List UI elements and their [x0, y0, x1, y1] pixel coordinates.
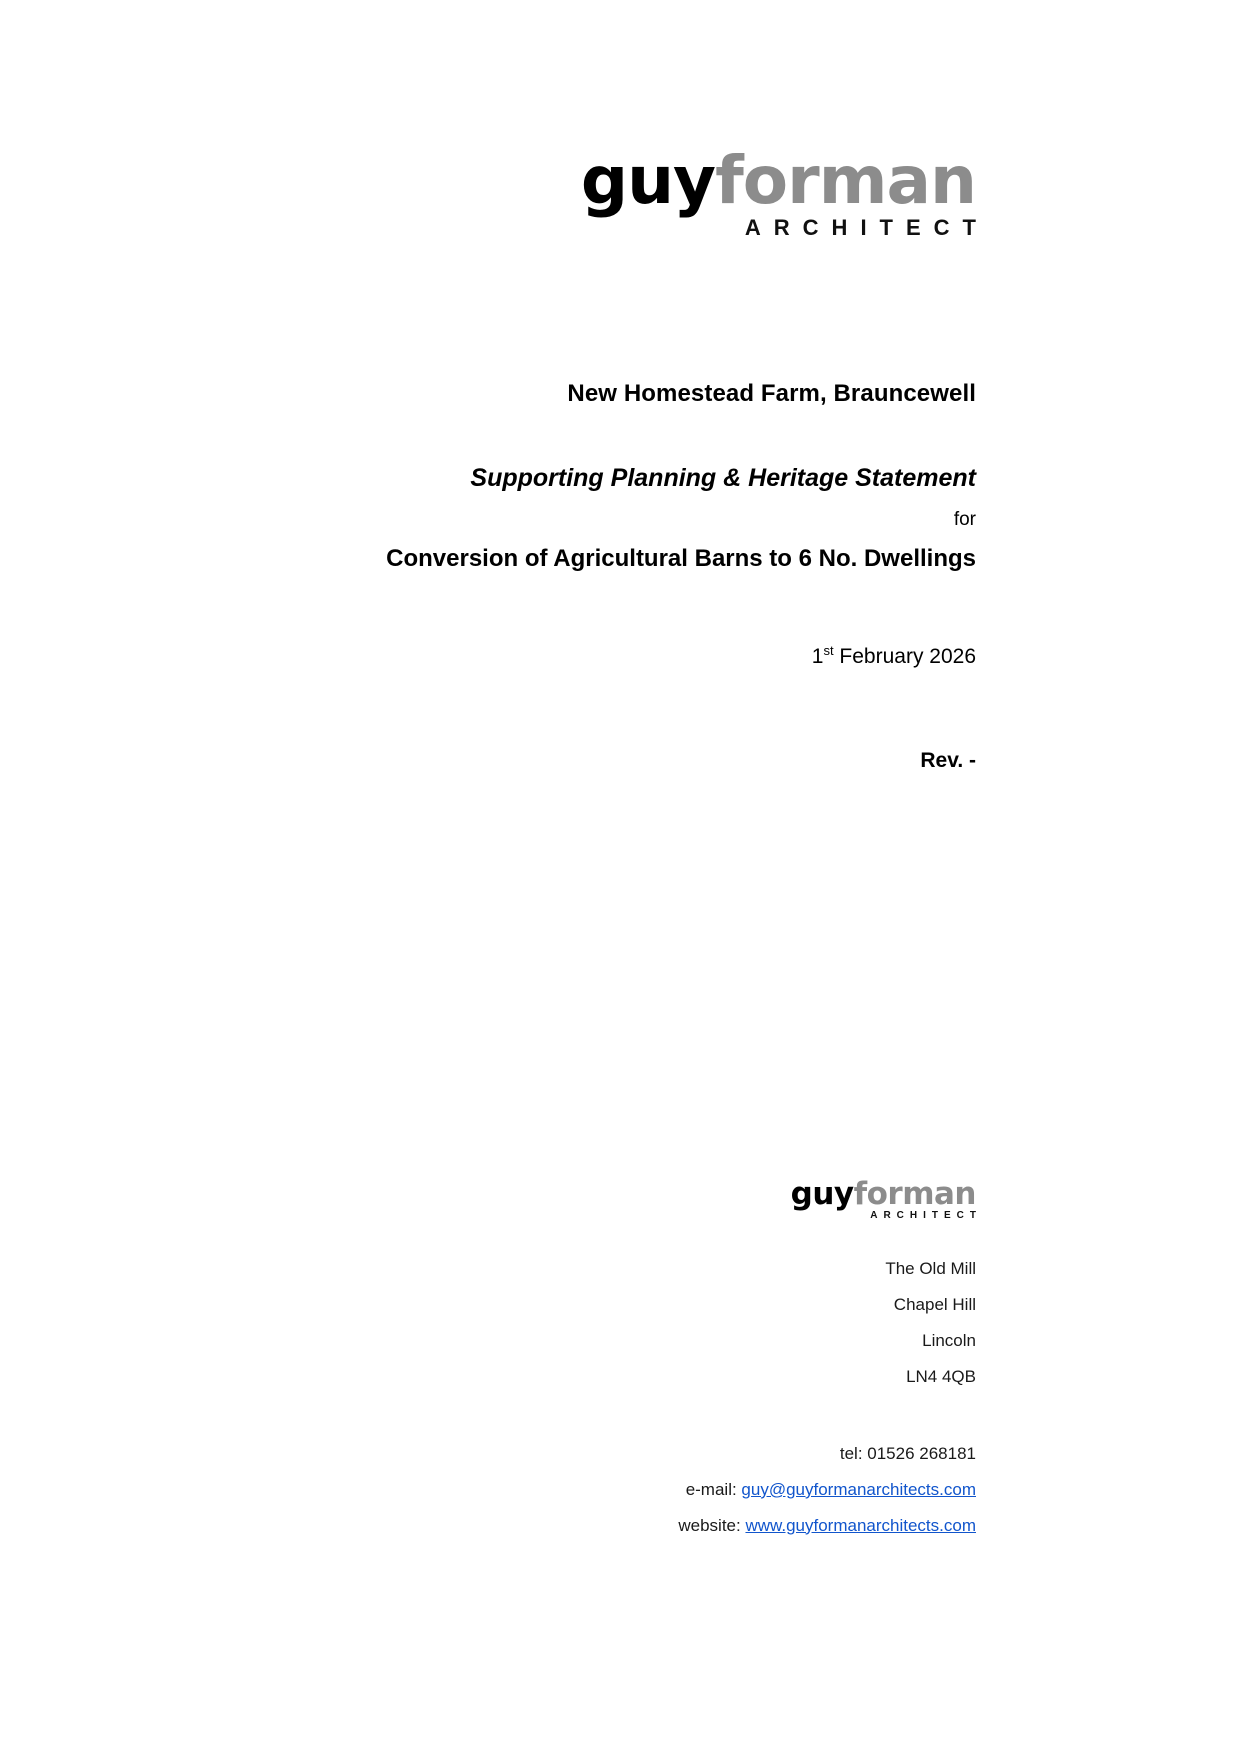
website-line: [416, 1508, 976, 1544]
for-label: for: [953, 509, 976, 530]
address-line: The Old Mill: [885, 1259, 976, 1279]
header-logo: [496, 142, 989, 241]
footer-logo-wordmark: [416, 1176, 976, 1212]
date-rest: February 2026: [833, 645, 976, 668]
logo-subtitle: ARCHITECT: [744, 214, 989, 240]
contact-block: [416, 1436, 976, 1543]
title-block: [216, 380, 976, 773]
footer-logo: [416, 1176, 982, 1222]
website-label: website:: [678, 1515, 746, 1535]
revision-label: Rev. -: [920, 749, 976, 772]
telephone-line: tel: 01526 268181: [839, 1444, 976, 1464]
logo-word-second: forman: [715, 142, 976, 219]
email-link[interactable]: guy@guyformanarchitects.com: [741, 1479, 976, 1499]
page-title: New Homestead Farm, Brauncewell: [567, 380, 976, 407]
email-line: [416, 1472, 976, 1508]
document-subtitle: Supporting Planning & Heritage Statement: [470, 464, 976, 492]
document-purpose: Conversion of Agricultural Barns to 6 No. Dwellings: [386, 545, 976, 572]
date-ordinal: st: [823, 643, 834, 658]
footer-block: [416, 1176, 982, 1543]
address-block: [416, 1251, 976, 1394]
footer-logo-word-second: forman: [853, 1176, 976, 1212]
address-line: LN4 4QB: [906, 1366, 976, 1386]
logo-wordmark: [496, 142, 976, 219]
footer-logo-subtitle: ARCHITECT: [870, 1210, 982, 1222]
address-line: Chapel Hill: [893, 1295, 976, 1315]
email-label: e-mail:: [685, 1479, 742, 1499]
footer-logo-word-first: guy: [790, 1176, 854, 1212]
website-link[interactable]: www.guyformanarchitects.com: [745, 1515, 976, 1535]
document-date: [216, 643, 976, 669]
logo-word-first: guy: [580, 142, 716, 219]
address-line: Lincoln: [922, 1330, 976, 1350]
date-number: 1: [811, 645, 824, 668]
